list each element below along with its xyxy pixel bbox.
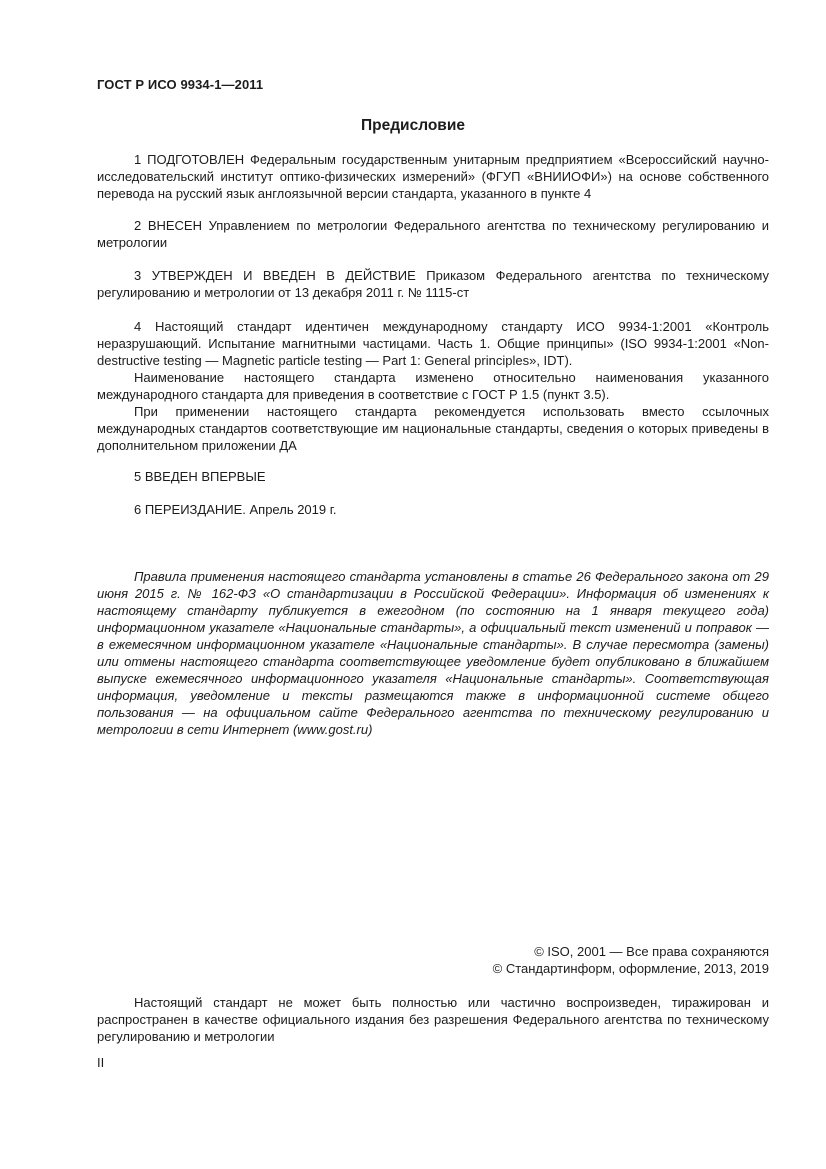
foreword-item-3 xyxy=(97,267,769,301)
copyright-standartinform: © Стандартинформ, оформление, 2013, 2019 xyxy=(492,961,769,976)
foreword-item-1 xyxy=(97,151,769,202)
document-id-header: ГОСТ Р ИСО 9934-1—2011 xyxy=(97,77,264,92)
item-4-text: 4 Настоящий стандарт идентичен международному стандарту ИСО 9934-1:2001 «Контроль неразрушающий. Испытание магнитными частицами. Часть 1. Общие принципы» (ISO 9934-1:2001 «Non-destructive testing — Magnetic particle testing — Part 1: General principles», IDT). xyxy=(97,319,769,368)
foreword-item-6 xyxy=(97,501,769,518)
reproduction-notice-text: Настоящий стандарт не может быть полностью или частично воспроизведен, тиражирован и распространен в качестве официального издания без разрешения Федерального агентства по техническому регулированию и метрологии xyxy=(97,995,769,1044)
page-number: II xyxy=(97,1055,105,1070)
copyright-block xyxy=(493,943,769,977)
item-4-paragraph-2: Наименование настоящего стандарта изменено относительно наименования указанного международного стандарта для приведения в соответствие с ГОСТ Р 1.5 (пункт 3.5). xyxy=(97,370,769,402)
item-4-paragraph-3: При применении настоящего стандарта рекомендуется использовать вместо ссылочных международных стандартов соответствующие им национальные стандарты, сведения о которых приведены в дополнительном приложении ДА xyxy=(97,404,769,453)
item-1-text: 1 ПОДГОТОВЛЕН Федеральным государственным унитарным предприятием «Всероссийский научно-исследовательский институт оптико-физических измерений» (ФГУП «ВНИИОФИ») на основе собственного перевода на русский язык англоязычной версии стандарта, указанного в пункте 4 xyxy=(97,152,769,201)
section-title: Предисловие xyxy=(360,117,465,134)
reproduction-notice xyxy=(97,994,769,1045)
rules-notice xyxy=(97,568,769,738)
item-6-text: 6 ПЕРЕИЗДАНИЕ. Апрель 2019 г. xyxy=(134,502,337,517)
item-3-text: 3 УТВЕРЖДЕН И ВВЕДЕН В ДЕЙСТВИЕ Приказом Федерального агентства по техническому регулированию и метрологии от 13 декабря 2011 г. № 1115-ст xyxy=(97,268,769,300)
foreword-item-2 xyxy=(97,217,769,251)
rules-notice-text: Правила применения настоящего стандарта установлены в статье 26 Федерального закона от 29 июня 2015 г. № 162-ФЗ «О стандартизации в Российской Федерации». Информация об изменениях к настоящему стандарту публикуется в ежегодном (по состоянию на 1 января текущего года) информационном указателе «Национальные стандарты», а официальный текст изменений и поправок — в ежемесячном информационном указателе «Национальные стандарты». В случае пересмотра (замены) или отмены настоящего стандарта соответствующее уведомление будет опубликовано в ближайшем выпуске ежемесячного информационного указателя «Национальные стандарты». Соответствующая информация, уведомление и тексты размещаются также в информационной системе общего пользования — на официальном сайте Федерального агентства по техническому регулированию и метрологии в сети Интернет (www.gost.ru) xyxy=(97,569,769,737)
foreword-item-5 xyxy=(97,468,769,485)
foreword-item-4 xyxy=(97,318,769,454)
item-2-text: 2 ВНЕСЕН Управлением по метрологии Федерального агентства по техническому регулированию и метрологии xyxy=(97,218,769,250)
item-5-text: 5 ВВЕДЕН ВПЕРВЫЕ xyxy=(134,469,266,484)
copyright-iso: © ISO, 2001 — Все права сохраняются xyxy=(534,944,769,959)
